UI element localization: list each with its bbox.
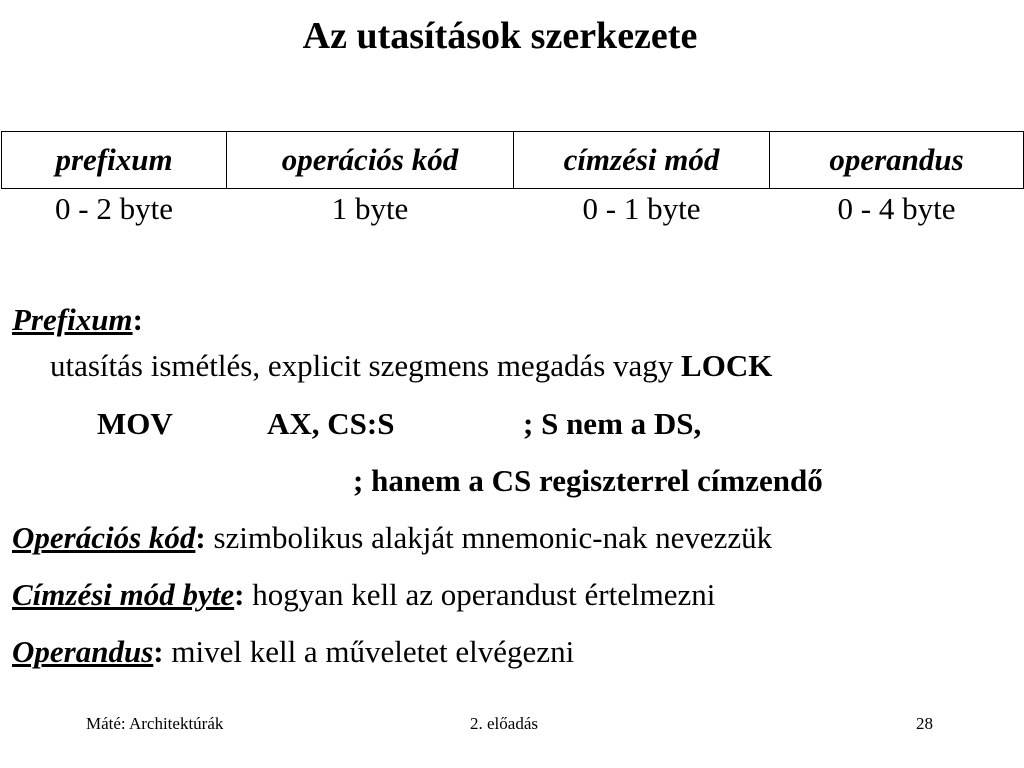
header-operand: operandus (770, 132, 1024, 189)
operand-colon: : (153, 634, 164, 669)
header-opcode: operációs kód (227, 132, 514, 189)
prefix-heading (12, 300, 143, 340)
size-addressing-mode: 0 - 1 byte (582, 191, 701, 226)
operand-term: Operandus (12, 634, 154, 669)
header-addressing-mode: címzési mód (514, 132, 770, 189)
addressing-description: hogyan kell az operandust értelmezni (244, 577, 716, 612)
lock-keyword: LOCK (681, 348, 773, 383)
addressing-line (12, 575, 715, 615)
prefix-description: utasítás ismétlés, explicit szegmens megadás vagy (50, 348, 682, 383)
size-opcode: 1 byte (331, 191, 409, 226)
size-prefix: 0 - 2 byte (55, 191, 173, 226)
opcode-line (12, 518, 772, 558)
opcode-colon: : (195, 520, 206, 555)
prefix-term: Prefixum (12, 302, 133, 337)
example-operands: AX, CS:S (267, 406, 395, 441)
addressing-term: Címzési mód byte (12, 577, 235, 612)
footer-author: Máté: Architektúrák (86, 714, 224, 733)
addressing-colon: : (234, 577, 245, 612)
footer-page-number: 28 (916, 714, 933, 733)
instruction-structure-table (1, 131, 1024, 235)
example-comment-line1: ; S nem a DS, (523, 406, 702, 441)
prefix-colon: : (132, 302, 143, 337)
prefix-description-line (50, 346, 772, 386)
size-operand: 0 - 4 byte (837, 191, 956, 226)
operand-line (12, 632, 574, 672)
header-prefix: prefixum (2, 132, 227, 189)
example-mnemonic: MOV (97, 406, 173, 441)
table-size-row (2, 189, 1024, 236)
opcode-description: szimbolikus alakját mnemonic-nak nevezzük (205, 520, 773, 555)
example-comment-line2: ; hanem a CS regiszterrel címzendő (353, 463, 823, 498)
slide-title: Az utasítások szerkezete (302, 15, 698, 57)
footer-lecture: 2. előadás (470, 714, 538, 733)
opcode-term: Operációs kód (12, 520, 196, 555)
table-header-row (2, 132, 1024, 189)
operand-description: mivel kell a műveletet elvégezni (163, 634, 575, 669)
